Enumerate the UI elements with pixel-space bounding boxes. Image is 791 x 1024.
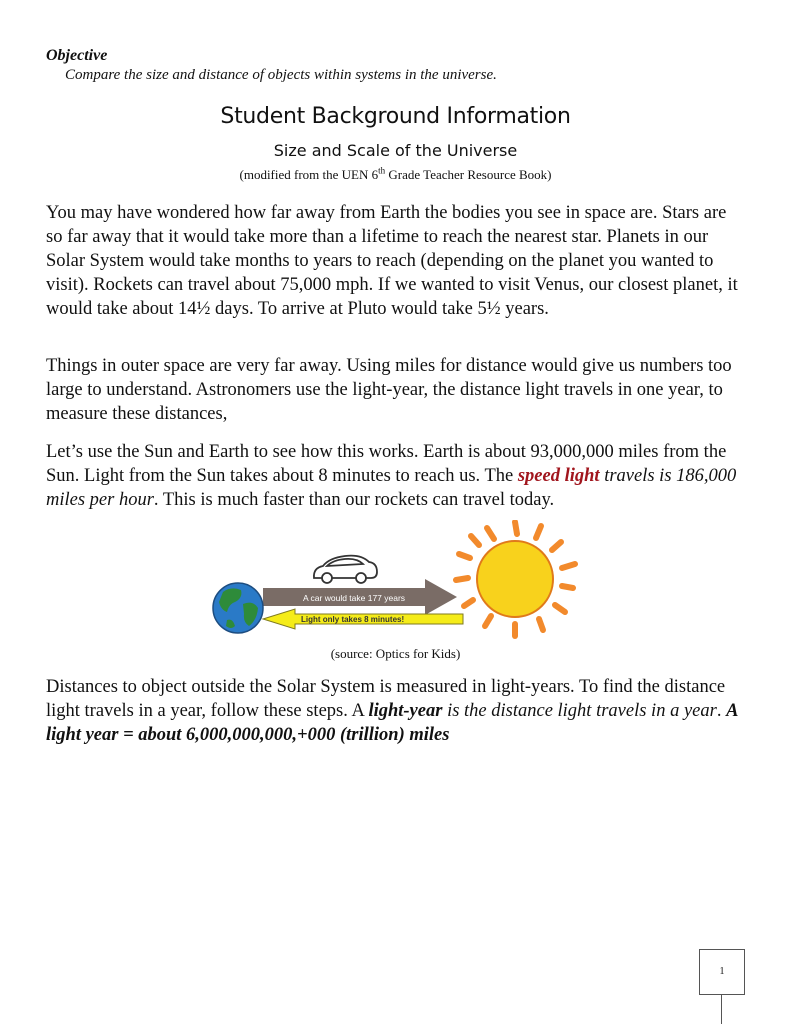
paragraph-1: You may have wondered how far away from Earth the bodies you see in space are. Stars are so far away that it would take more than a lifetime to reach the nearest star. Planets in our Solar System would take months to years to reach (depending on the planet you wanted to visit). Rockets can travel about 75,000 mph. If we wanted to visit Venus, our closest planet, it would take about 14½ days. To arrive at Pluto would take 5½ years. (46, 203, 738, 319)
sun-ray (464, 600, 473, 606)
paragraph-4 (46, 675, 746, 747)
sun-ray (562, 564, 575, 568)
sun-ray (456, 578, 468, 580)
p3-italic: travels is 186,000 miles per hour (46, 466, 737, 510)
sun-ray (539, 619, 543, 630)
sun-ray (562, 586, 573, 588)
earth-sun-illustration (211, 520, 581, 640)
source-note-sup: th (378, 165, 386, 176)
sun-ray (536, 526, 541, 538)
objective-heading: Objective (46, 47, 108, 64)
source-note-after: Grade Teacher Resource Book) (385, 167, 552, 182)
light-arrow (263, 609, 463, 629)
page-subtitle: Size and Scale of the Universe (273, 141, 518, 160)
sun-ray (487, 528, 494, 539)
sun-icon (456, 522, 575, 636)
source-note (0, 167, 791, 183)
sun-ray (485, 616, 491, 626)
sun-ray (459, 554, 470, 558)
p4-italic: is the distance light travels in a year (442, 701, 717, 721)
p4-bold-statement: A light year = about 6,000,000,000,+000 (trillion) miles (46, 701, 738, 745)
p4-text-before: Distances to object outside the Solar System is measured in light-years. To find the distance light travels in a year, follow these steps. A (46, 677, 726, 721)
sun-ray (515, 522, 517, 534)
page-number: 1 (699, 949, 745, 995)
paragraph-3 (46, 440, 746, 512)
objective-text: Compare the size and distance of objects within systems in the universe. (65, 67, 497, 83)
sun-ray (555, 605, 565, 612)
sun-ray (552, 542, 561, 550)
sun-disc (477, 541, 553, 617)
figure-caption: (source: Optics for Kids) (330, 646, 461, 661)
page-number-stem (721, 994, 722, 1024)
light-arrow-label: Light only takes 8 minutes! (301, 615, 405, 624)
objective-section (46, 46, 746, 84)
car-icon (314, 556, 377, 583)
sun-ray (471, 536, 479, 545)
p3-text-after: . This is much faster than our rockets can travel today. (153, 490, 555, 510)
page-title: Student Background Information (220, 104, 571, 129)
earth-icon (213, 583, 263, 633)
source-note-before: (modified from the UEN 6 (239, 167, 379, 182)
p3-term: speed light (517, 466, 600, 486)
paragraph-2: Things in outer space are very far away. Using miles for distance would give us numbers too large to understand. Astronomers use the light-year, the distance light travels in one year, to measure these distances, (46, 356, 732, 424)
car-arrow-label: A car would take 177 years (303, 593, 406, 603)
p3-text-before: Let’s use the Sun and Earth to see how this works. Earth is about 93,000,000 miles from the Sun. Light from the Sun takes about 8 minutes to reach us. The (46, 442, 727, 486)
p4-term: light-year (368, 701, 443, 721)
p4-text-after: . (716, 701, 727, 721)
